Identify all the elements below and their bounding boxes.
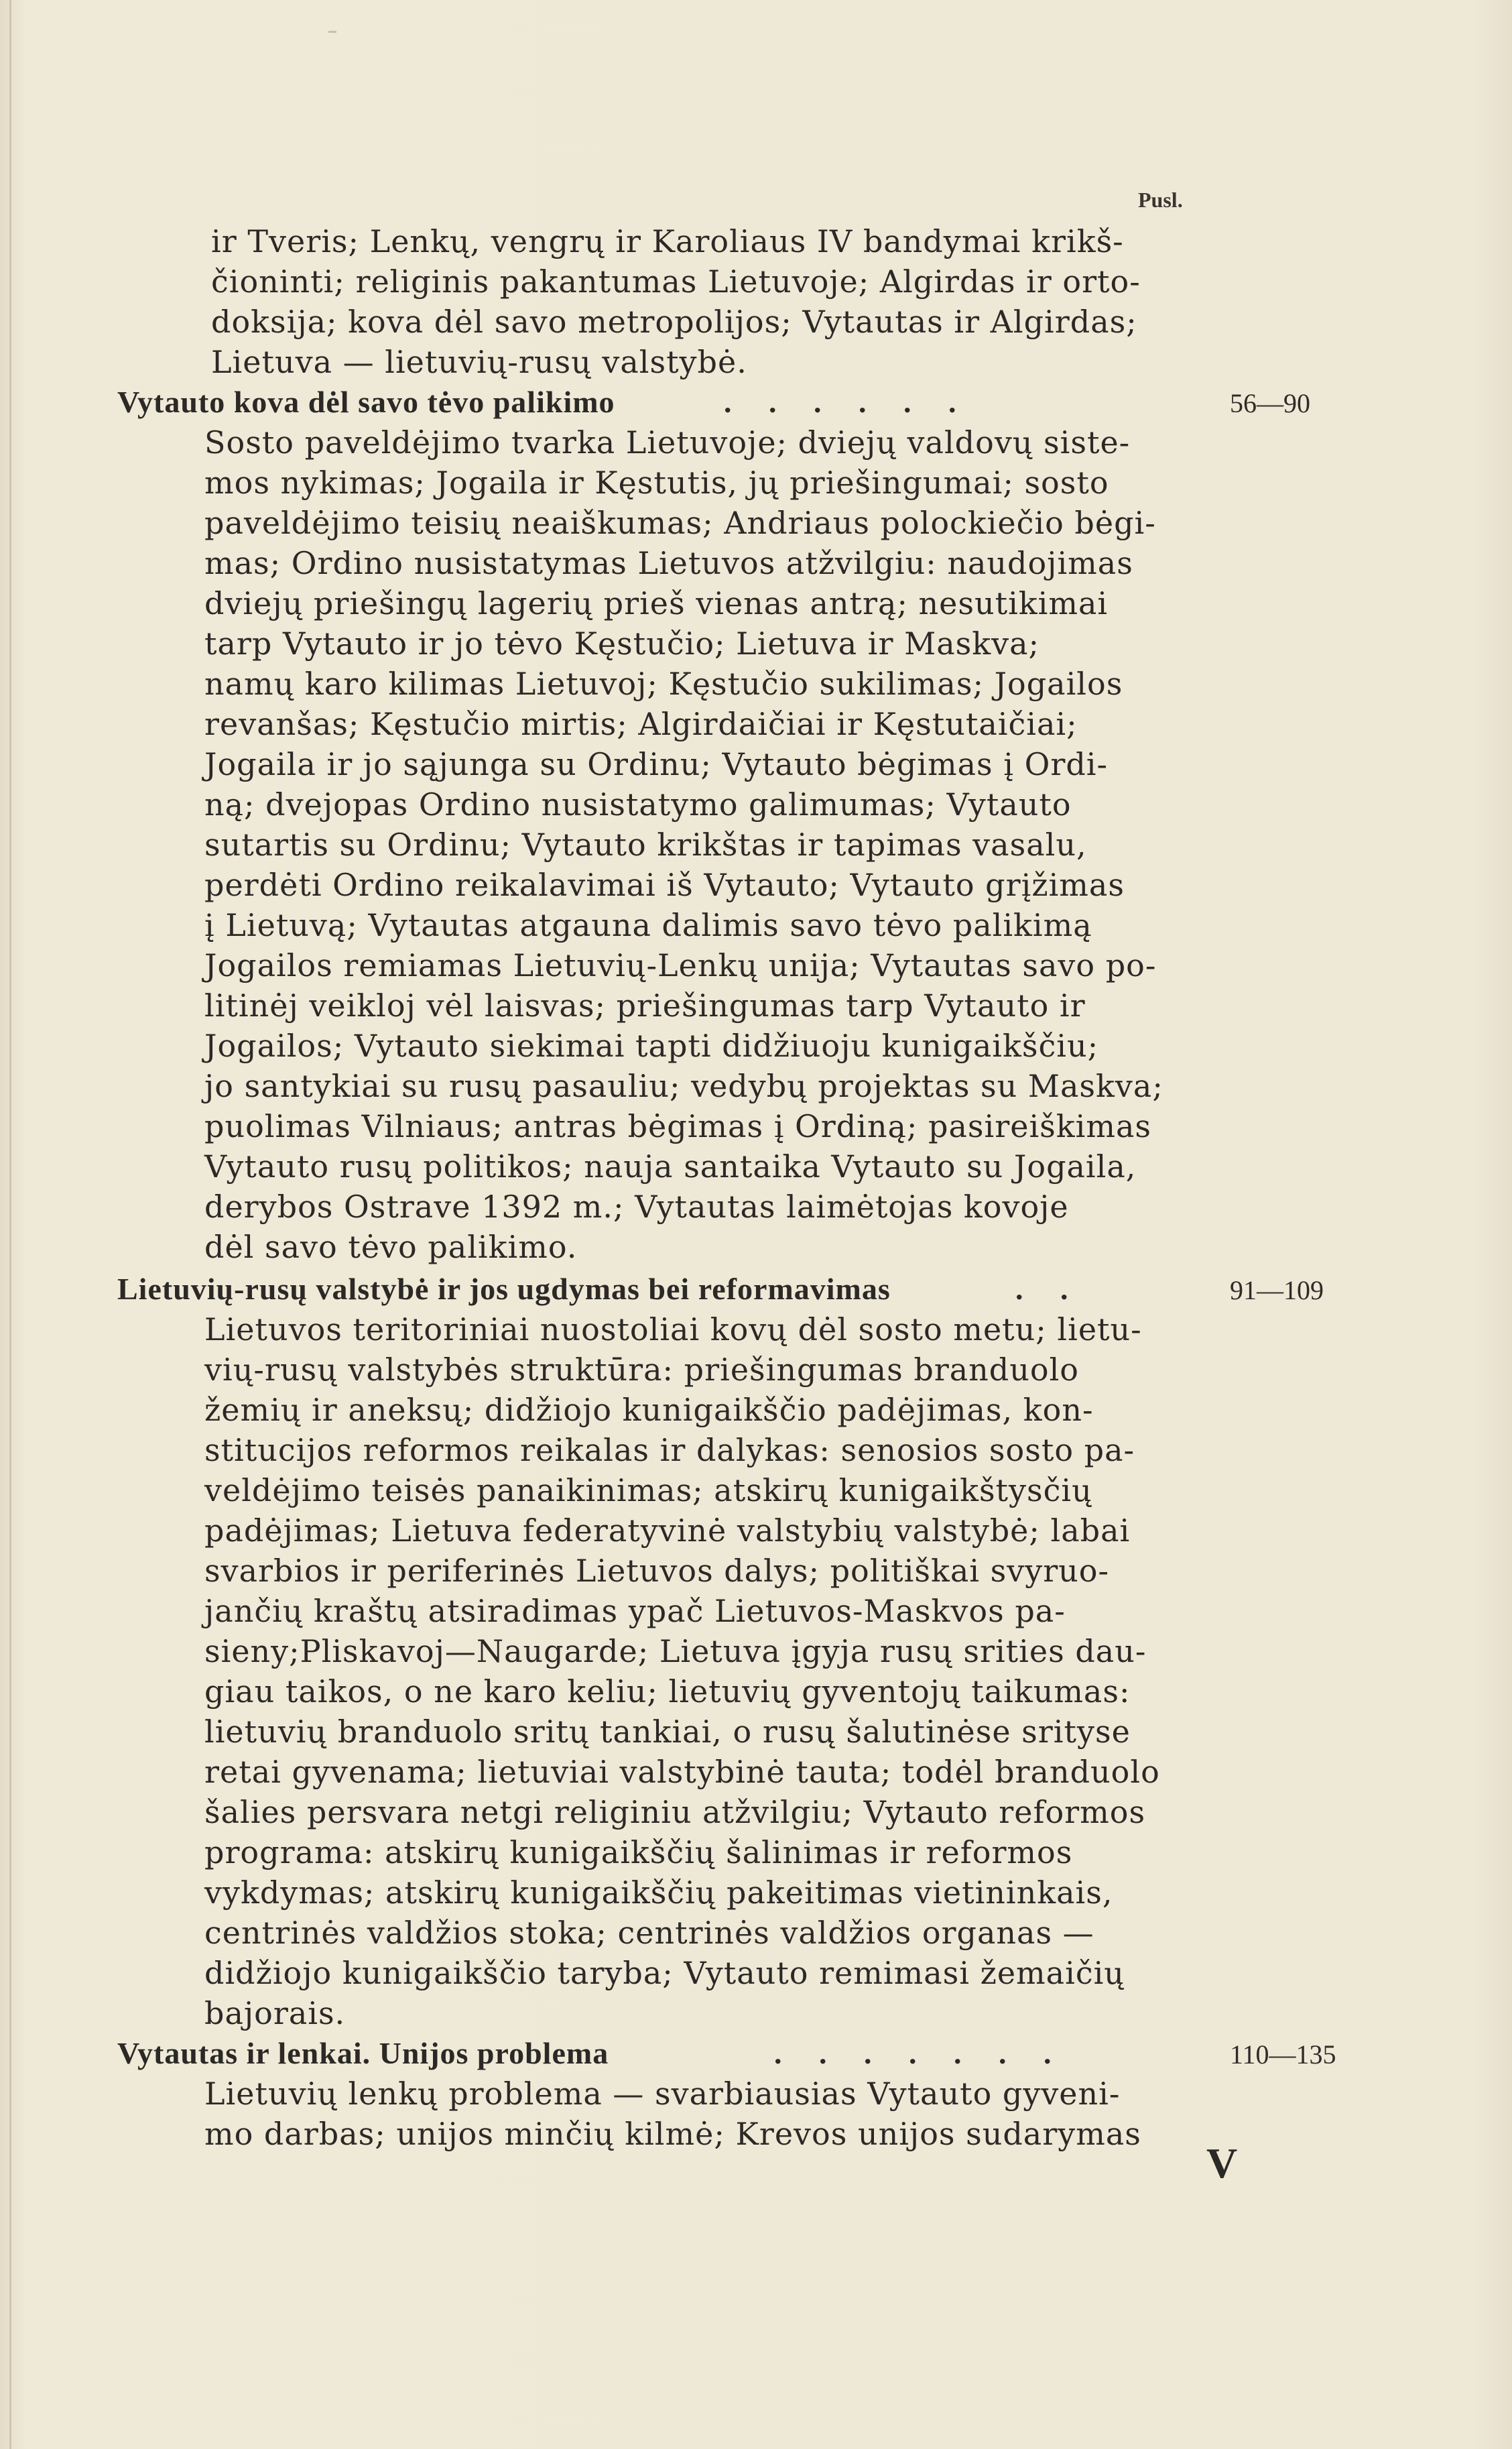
section-2-line: veldėjimo teisės panaikinimas; atskirų kunigaikštysčių (204, 1472, 1092, 1508)
section-1-line: tarp Vytauto ir jo tėvo Kęstučio; Lietuva ir Maskva; (204, 625, 1040, 662)
section-3-title: Vytautas ir lenkai. Unijos problema (117, 2036, 609, 2070)
section-2-line: Lietuvos teritoriniai nuostoliai kovų dėl sosto metu; lietu- (204, 1311, 1142, 1348)
section-1-line: ną; dvejopas Ordino nusistatymo galimumas; Vytauto (204, 786, 1072, 823)
section-1-line: puolimas Vilniaus; antras bėgimas į Ordiną; pasireiškimas (204, 1108, 1152, 1144)
section-1-line: mas; Ordino nusistatymas Lietuvos atžvilgiu: naudojimas (204, 545, 1133, 581)
section-2-line: centrinės valdžios stoka; centrinės valdžios organas — (204, 1915, 1094, 1951)
section-3-line: Lietuvių lenkų problema — svarbiausias Vytauto gyveni- (204, 2076, 1121, 2112)
section-2-line: retai gyvenama; lietuviai valstybinė tauta; todėl branduolo (204, 1754, 1160, 1790)
section-3-pages: 110—135 (1230, 2039, 1336, 2070)
section-1-line: derybos Ostrave 1392 m.; Vytautas laimėtojas kovoje (204, 1189, 1069, 1225)
section-2-line: žemių ir aneksų; didžiojo kunigaikščio padėjimas, kon- (204, 1392, 1094, 1428)
section-1-line: mos nykimas; Jogaila ir Kęstutis, jų priešingumai; sosto (204, 465, 1109, 501)
pages-column-label: Pusl. (1138, 188, 1183, 212)
section-2-leader-dots: . . (1015, 1272, 1083, 1306)
section-2-line: jančių kraštų atsiradimas ypač Lietuvos-Maskvos pa- (204, 1593, 1066, 1629)
section-2-line: didžiojo kunigaikščio taryba; Vytauto remimasi žemaičių (204, 1955, 1125, 1991)
section-1-line: dviejų priešingų lagerių prieš vienas antrą; nesutikimai (204, 585, 1109, 621)
section-2-title: Lietuvių-rusų valstybė ir jos ugdymas bei reformavimas (117, 1272, 891, 1306)
section-1-line: litinėj veikloj vėl laisvas; priešingumas tarp Vytauto ir (204, 988, 1086, 1024)
section-2-line: padėjimas; Lietuva federatyvinė valstybių valstybė; labai (204, 1512, 1131, 1549)
section-2-line: bajorais. (204, 1995, 346, 2031)
section-1-line: dėl savo tėvo palikimo. (204, 1229, 578, 1265)
section-2-pages: 91—109 (1230, 1275, 1324, 1305)
section-1-line: Jogaila ir jo sąjunga su Ordinu; Vytauto bėgimas į Ordi- (204, 746, 1109, 782)
section-1-line: paveldėjimo teisių neaiškumas; Andriaus polockiečio bėgi- (204, 505, 1156, 541)
section-1-line: revanšas; Kęstučio mirtis; Algirdaičiai ir Kęstutaičiai; (204, 706, 1078, 742)
intro-line-2: čioninti; religinis pakantumas Lietuvoje; Algirdas ir orto- (211, 263, 1141, 300)
section-2-line: svarbios ir periferinės Lietuvos dalys; politiškai svyruo- (204, 1553, 1110, 1589)
section-1-line: į Lietuvą; Vytautas atgauna dalimis savo tėvo palikimą (204, 907, 1092, 943)
section-1-line: Sosto paveldėjimo tvarka Lietuvoje; dviejų valdovų siste- (204, 424, 1131, 461)
section-1-line: Jogailos; Vytauto siekimai tapti didžiuoju kunigaikščiu; (204, 1028, 1099, 1064)
section-1-leader-dots: . . . . . . (724, 385, 971, 419)
section-2-line: giau taikos, o ne karo keliu; lietuvių gyventojų taikumas: (204, 1673, 1131, 1710)
section-2-line: vykdymas; atskirų kunigaikščių pakeitimas vietininkais, (204, 1874, 1113, 1911)
section-2-line: sieny;Pliskavoj—Naugarde; Lietuva įgyja rusų srities dau- (204, 1633, 1147, 1669)
section-1-line: jo santykiai su rusų pasauliu; vedybų projektas su Maskva; (204, 1068, 1163, 1104)
section-2-line: šalies persvara netgi religiniu atžvilgiu; Vytauto reformos (204, 1794, 1146, 1830)
section-1-line: sutartis su Ordinu; Vytauto krikštas ir tapimas vasalu, (204, 827, 1087, 863)
section-1-title: Vytauto kova dėl savo tėvo palikimo (117, 385, 615, 419)
intro-line-3: doksija; kova dėl savo metropolijos; Vytautas ir Algirdas; (211, 304, 1137, 340)
intro-line-4: Lietuva — lietuvių-rusų valstybė. (211, 344, 747, 380)
section-3-line: mo darbas; unijos minčių kilmė; Krevos unijos sudarymas (204, 2116, 1141, 2152)
page-edge-shadow (9, 0, 11, 2449)
intro-line-1: ir Tveris; Lenkų, vengrų ir Karoliaus IV bandymai krikš- (211, 223, 1124, 259)
section-1-line: namų karo kilimas Lietuvoj; Kęstučio sukilimas; Jogailos (204, 666, 1123, 702)
section-1-line: Vytauto rusų politikos; nauja santaika Vytauto su Jogaila, (204, 1148, 1137, 1185)
section-2-line: vių-rusų valstybės struktūra: priešingumas branduolo (204, 1352, 1079, 1388)
section-2-line: programa: atskirų kunigaikščių šalinimas ir reformos (204, 1834, 1073, 1870)
section-3-leader-dots: . . . . . . . (774, 2036, 1066, 2070)
print-mark (328, 31, 336, 33)
section-2-line: stitucijos reformos reikalas ir dalykas: senosios sosto pa- (204, 1432, 1135, 1468)
section-1-line: Jogailos remiamas Lietuvių-Lenkų unija; Vytautas savo po- (204, 947, 1157, 983)
page-number: V (1206, 2139, 1238, 2187)
section-1-line: perdėti Ordino reikalavimai iš Vytauto; Vytauto grįžimas (204, 867, 1125, 903)
section-2-line: lietuvių branduolo sritų tankiai, o rusų šalutinėse srityse (204, 1714, 1131, 1750)
section-1-pages: 56—90 (1230, 388, 1310, 418)
